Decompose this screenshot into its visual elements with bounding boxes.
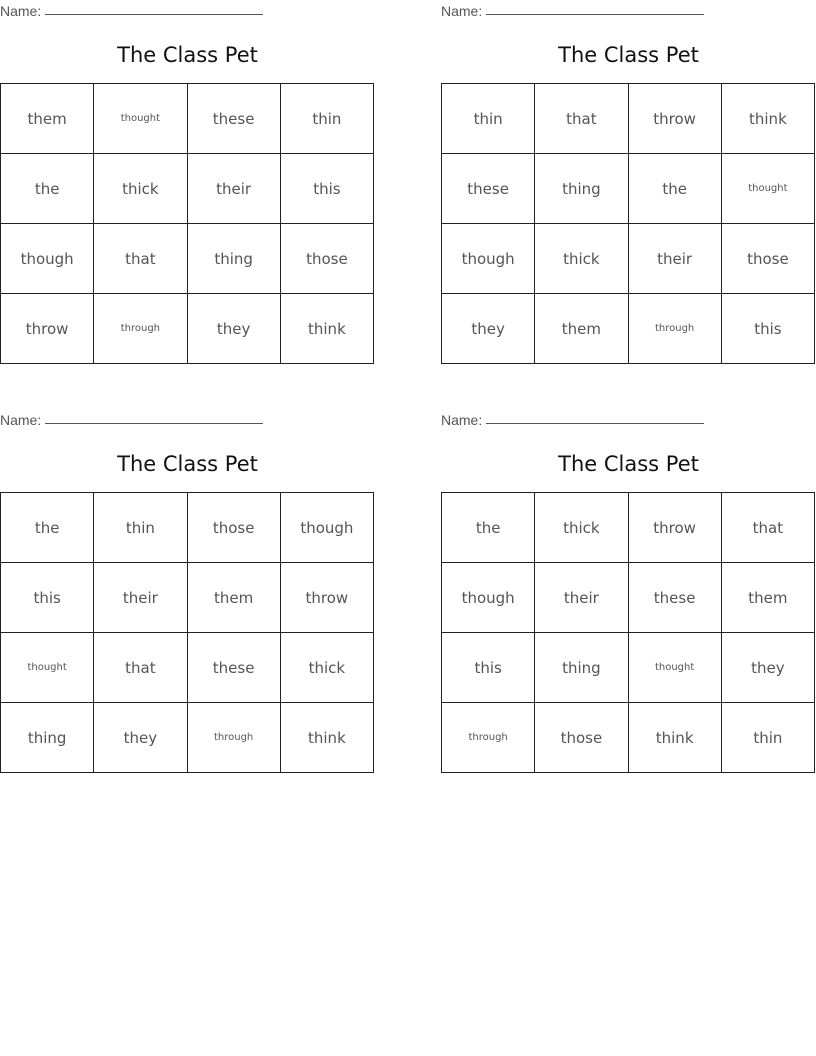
name-label: Name: xyxy=(0,412,42,428)
card-title: The Class Pet xyxy=(117,452,258,476)
bingo-cell: think xyxy=(280,703,373,773)
bingo-cell: that xyxy=(94,633,187,703)
bingo-cell: this xyxy=(442,633,535,703)
bingo-cell: their xyxy=(187,154,280,224)
bingo-row xyxy=(442,294,815,364)
name-label: Name: xyxy=(0,3,42,19)
bingo-cell: that xyxy=(721,493,814,563)
bingo-cell: though xyxy=(442,563,535,633)
bingo-cell: think xyxy=(721,84,814,154)
name-line xyxy=(0,0,263,22)
bingo-row xyxy=(1,84,374,154)
bingo-cell: thick xyxy=(535,224,628,294)
bingo-cell: these xyxy=(442,154,535,224)
bingo-cell: thing xyxy=(535,154,628,224)
bingo-grid xyxy=(441,492,815,773)
bingo-cell: thought xyxy=(1,633,94,703)
bingo-cell: throw xyxy=(280,563,373,633)
bingo-cell: though xyxy=(442,224,535,294)
name-label: Name: xyxy=(441,3,483,19)
bingo-cell: thing xyxy=(187,224,280,294)
bingo-cell: these xyxy=(187,84,280,154)
bingo-cell: think xyxy=(280,294,373,364)
bingo-cell: this xyxy=(280,154,373,224)
bingo-row xyxy=(1,633,374,703)
bingo-cell: that xyxy=(535,84,628,154)
bingo-cell: they xyxy=(721,633,814,703)
bingo-cell: them xyxy=(721,563,814,633)
bingo-cell: thick xyxy=(94,154,187,224)
bingo-cell: that xyxy=(94,224,187,294)
bingo-cell: thing xyxy=(535,633,628,703)
bingo-cell: their xyxy=(535,563,628,633)
bingo-cell: thought xyxy=(721,154,814,224)
bingo-cell: think xyxy=(628,703,721,773)
bingo-cell: thought xyxy=(94,84,187,154)
bingo-cell: thick xyxy=(535,493,628,563)
bingo-cell: thin xyxy=(280,84,373,154)
bingo-row xyxy=(1,294,374,364)
bingo-cell: thin xyxy=(721,703,814,773)
bingo-row xyxy=(442,563,815,633)
bingo-cell: throw xyxy=(628,493,721,563)
bingo-cell: they xyxy=(187,294,280,364)
bingo-cell: through xyxy=(187,703,280,773)
bingo-cell: their xyxy=(628,224,721,294)
bingo-cell: through xyxy=(94,294,187,364)
bingo-cell: the xyxy=(1,493,94,563)
bingo-row xyxy=(1,563,374,633)
bingo-grid xyxy=(0,492,374,773)
bingo-cell: the xyxy=(1,154,94,224)
bingo-cell: these xyxy=(187,633,280,703)
bingo-cell: though xyxy=(280,493,373,563)
bingo-row xyxy=(442,703,815,773)
bingo-cell: through xyxy=(628,294,721,364)
bingo-cell: they xyxy=(442,294,535,364)
bingo-row xyxy=(442,154,815,224)
name-blank-line xyxy=(486,0,704,15)
name-line xyxy=(441,409,704,431)
name-line xyxy=(441,0,704,22)
bingo-card xyxy=(0,409,375,773)
bingo-cell: those xyxy=(535,703,628,773)
bingo-cell: thing xyxy=(1,703,94,773)
bingo-cell: throw xyxy=(1,294,94,364)
bingo-cell: their xyxy=(94,563,187,633)
bingo-cell: these xyxy=(628,563,721,633)
bingo-cell: this xyxy=(1,563,94,633)
bingo-cell: the xyxy=(442,493,535,563)
bingo-card xyxy=(441,0,816,364)
name-blank-line xyxy=(45,0,263,15)
bingo-cell: this xyxy=(721,294,814,364)
bingo-cell: thin xyxy=(442,84,535,154)
bingo-card xyxy=(0,0,375,364)
bingo-row xyxy=(1,154,374,224)
name-blank-line xyxy=(486,409,704,424)
bingo-cell: throw xyxy=(628,84,721,154)
name-blank-line xyxy=(45,409,263,424)
bingo-cell: though xyxy=(1,224,94,294)
bingo-cell: thin xyxy=(94,493,187,563)
bingo-cell: those xyxy=(187,493,280,563)
bingo-grid xyxy=(0,83,374,364)
bingo-cell: they xyxy=(94,703,187,773)
bingo-cell: them xyxy=(535,294,628,364)
bingo-cell: the xyxy=(628,154,721,224)
bingo-cell: through xyxy=(442,703,535,773)
bingo-grid xyxy=(441,83,815,364)
bingo-row xyxy=(1,493,374,563)
name-label: Name: xyxy=(441,412,483,428)
bingo-cell: them xyxy=(187,563,280,633)
card-title: The Class Pet xyxy=(558,452,699,476)
bingo-row xyxy=(1,703,374,773)
bingo-cell: thought xyxy=(628,633,721,703)
bingo-row xyxy=(442,224,815,294)
bingo-cell: those xyxy=(721,224,814,294)
bingo-row xyxy=(442,493,815,563)
bingo-row xyxy=(442,84,815,154)
bingo-cell: thick xyxy=(280,633,373,703)
bingo-row xyxy=(442,633,815,703)
bingo-card xyxy=(441,409,816,773)
bingo-cell: those xyxy=(280,224,373,294)
bingo-row xyxy=(1,224,374,294)
card-title: The Class Pet xyxy=(117,43,258,67)
card-title: The Class Pet xyxy=(558,43,699,67)
name-line xyxy=(0,409,263,431)
bingo-cell: them xyxy=(1,84,94,154)
